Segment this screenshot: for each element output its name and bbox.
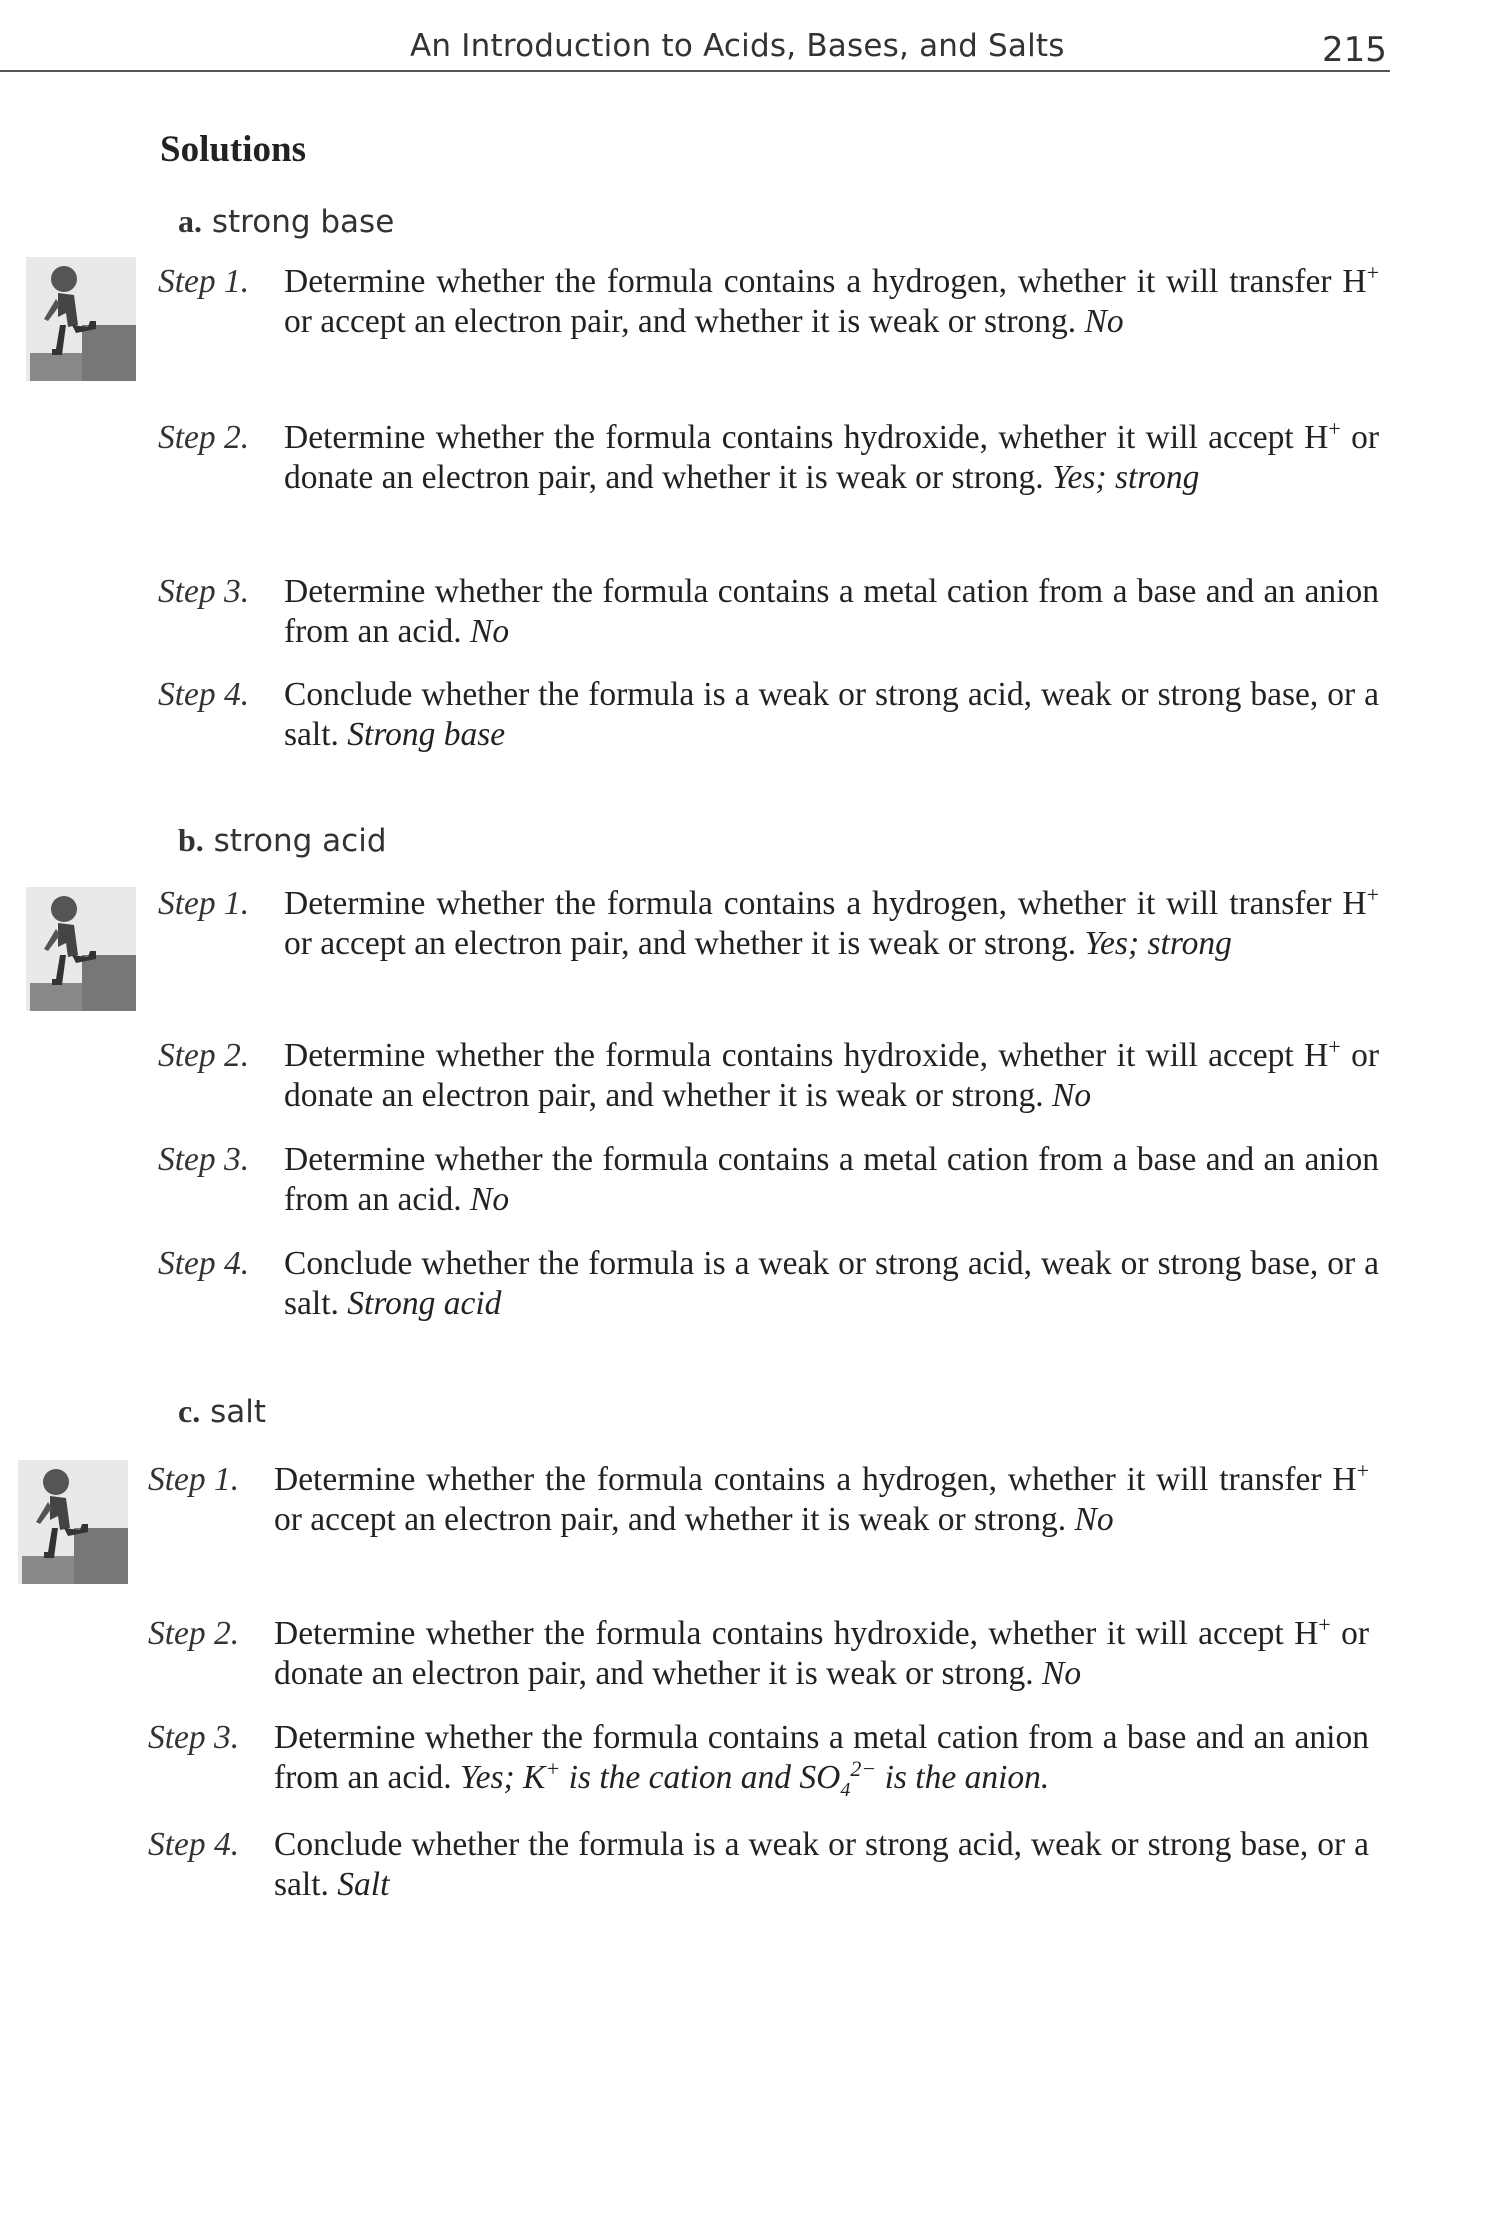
section-b-label bbox=[178, 822, 387, 859]
superscript: + bbox=[1328, 416, 1341, 441]
step-body-cont: or accept an electron pair, and whether it is weak or strong. bbox=[274, 1501, 1067, 1538]
step-body: Determine whether the formula contains a metal cation from a base and an anion from an acid. bbox=[274, 1719, 1369, 1796]
header-rule bbox=[0, 70, 1390, 72]
step-label: Step 4. bbox=[148, 1826, 240, 1863]
anion-charge: 2− bbox=[850, 1756, 877, 1781]
step-text bbox=[284, 1244, 1379, 1324]
answer-suffix: is the anion. bbox=[876, 1759, 1050, 1796]
step-answer: Strong base bbox=[347, 716, 506, 753]
step-label: Step 3. bbox=[158, 1141, 250, 1178]
step-label: Step 2. bbox=[148, 1615, 240, 1652]
step-body: Conclude whether the formula is a weak or strong acid, weak or strong base, or a salt. bbox=[284, 676, 1379, 753]
subscript: 4 bbox=[840, 1779, 851, 1801]
step-text bbox=[284, 262, 1379, 342]
step-answer: No bbox=[470, 613, 510, 650]
step-label: Step 1. bbox=[158, 263, 250, 300]
step-body: Conclude whether the formula is a weak or strong acid, weak or strong base, or a salt. bbox=[284, 1245, 1379, 1322]
step-answer bbox=[460, 1756, 1050, 1801]
page-number: 215 bbox=[1322, 30, 1387, 70]
step-label: Step 2. bbox=[158, 419, 250, 456]
step-body: Conclude whether the formula is a weak or strong acid, weak or strong base, or a salt. bbox=[274, 1826, 1369, 1903]
step-label: Step 2. bbox=[158, 1037, 250, 1074]
step-answer: Strong acid bbox=[347, 1285, 502, 1322]
section-title: salt bbox=[210, 1394, 266, 1430]
step-answer: No bbox=[1074, 1501, 1114, 1538]
section-a-label bbox=[178, 203, 394, 240]
step-text bbox=[274, 1460, 1369, 1540]
superscript: + bbox=[1328, 1034, 1341, 1059]
step-text bbox=[284, 884, 1379, 964]
step-text bbox=[284, 1036, 1379, 1116]
step-body: Determine whether the formula contains hydroxide, whether it will accept H bbox=[274, 1615, 1319, 1652]
section-letter: b. bbox=[178, 822, 204, 858]
step-answer: No bbox=[470, 1181, 510, 1218]
step-text bbox=[284, 1140, 1379, 1220]
running-header-title: An Introduction to Acids, Bases, and Salts bbox=[410, 28, 1065, 64]
step-label: Step 3. bbox=[148, 1719, 240, 1756]
step-answer: No bbox=[1041, 1655, 1082, 1692]
section-c-label bbox=[178, 1393, 266, 1430]
step-answer: Yes; strong bbox=[1051, 459, 1200, 496]
step-label: Step 3. bbox=[158, 573, 250, 610]
step-label: Step 4. bbox=[158, 1245, 250, 1282]
step-text bbox=[284, 572, 1379, 652]
step-label: Step 1. bbox=[148, 1461, 240, 1498]
step-body-cont: or donate an electron pair, and whether it is weak or strong. bbox=[274, 1615, 1370, 1692]
step-body: Determine whether the formula contains a hydrogen, whether it will transfer H bbox=[274, 1461, 1357, 1498]
superscript: + bbox=[1356, 1458, 1369, 1483]
stair-climber-icon bbox=[22, 885, 140, 1013]
stair-climber-icon bbox=[22, 255, 140, 383]
superscript: + bbox=[1318, 1612, 1331, 1637]
step-body: Determine whether the formula contains hydroxide, whether it will accept H bbox=[284, 1037, 1329, 1074]
step-answer: No bbox=[1051, 1077, 1092, 1114]
cation-charge: + bbox=[545, 1756, 561, 1781]
step-body: Determine whether the formula contains hydroxide, whether it will accept H bbox=[284, 419, 1329, 456]
step-answer: Salt bbox=[337, 1866, 390, 1903]
answer-mid: is the cation and SO bbox=[560, 1759, 841, 1796]
step-body: Determine whether the formula contains a metal cation from a base and an anion from an acid. bbox=[284, 573, 1379, 650]
step-text bbox=[274, 1825, 1369, 1905]
solutions-heading: Solutions bbox=[160, 129, 307, 170]
step-answer: No bbox=[1084, 303, 1124, 340]
step-text bbox=[274, 1614, 1369, 1694]
step-body: Determine whether the formula contains a metal cation from a base and an anion from an acid. bbox=[284, 1141, 1379, 1218]
superscript: + bbox=[1366, 260, 1379, 285]
step-body-cont: or donate an electron pair, and whether it is weak or strong. bbox=[284, 1037, 1380, 1114]
stair-climber-icon bbox=[14, 1458, 132, 1586]
answer-prefix: Yes; K bbox=[460, 1759, 546, 1796]
step-body: Determine whether the formula contains a hydrogen, whether it will transfer H bbox=[284, 885, 1367, 922]
superscript: + bbox=[1366, 882, 1379, 907]
step-body-cont: or accept an electron pair, and whether it is weak or strong. bbox=[284, 925, 1077, 962]
section-title: strong base bbox=[211, 204, 395, 240]
step-text bbox=[284, 675, 1379, 755]
step-label: Step 4. bbox=[158, 676, 250, 713]
page-header bbox=[0, 0, 1500, 80]
step-body: Determine whether the formula contains a hydrogen, whether it will transfer H bbox=[284, 263, 1367, 300]
section-letter: a. bbox=[178, 203, 202, 239]
step-text bbox=[284, 418, 1379, 498]
section-title: strong acid bbox=[213, 823, 387, 859]
step-body-cont: or donate an electron pair, and whether it is weak or strong. bbox=[284, 419, 1380, 496]
step-text bbox=[274, 1718, 1369, 1801]
step-body-cont: or accept an electron pair, and whether it is weak or strong. bbox=[284, 303, 1077, 340]
step-answer: Yes; strong bbox=[1084, 925, 1232, 962]
section-letter: c. bbox=[178, 1393, 201, 1429]
step-label: Step 1. bbox=[158, 885, 250, 922]
